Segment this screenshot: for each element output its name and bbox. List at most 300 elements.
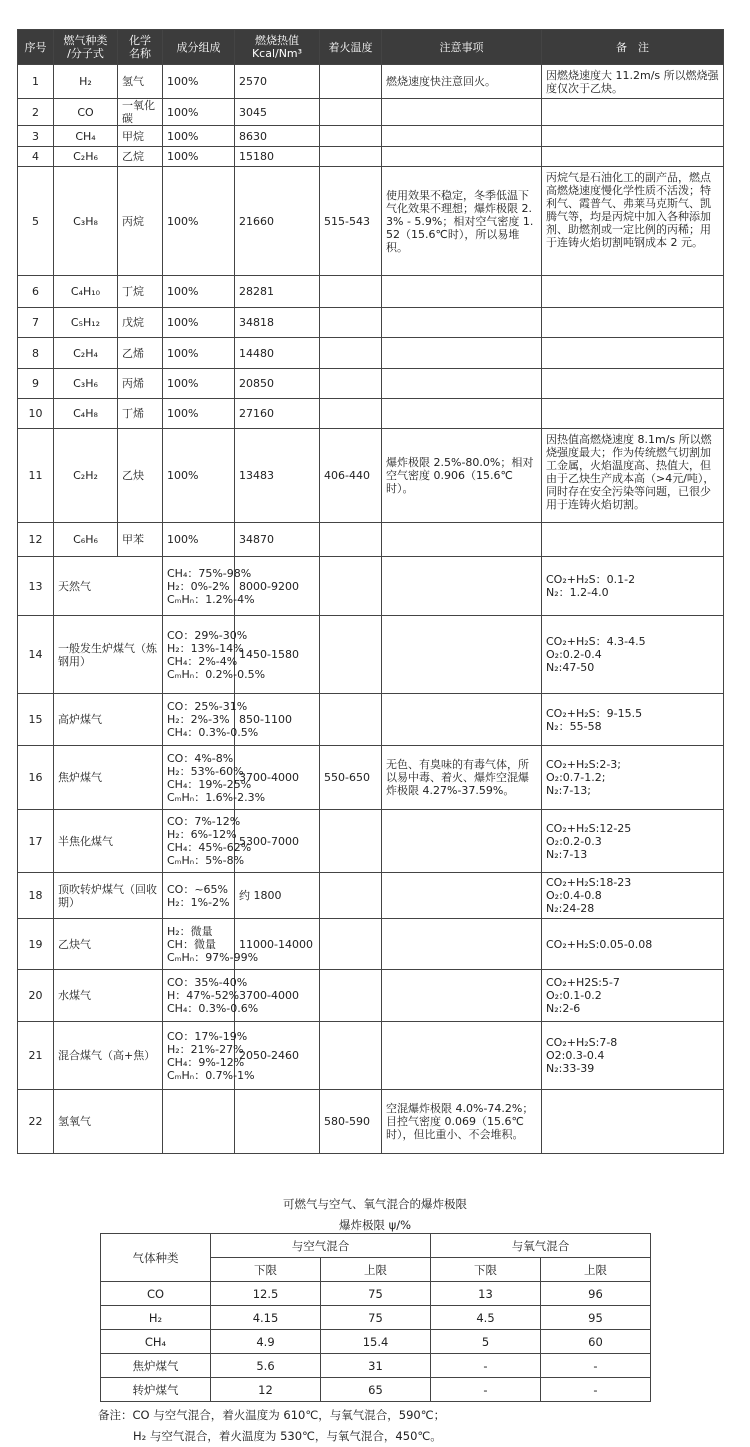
composition-cell: [163, 1022, 255, 1090]
header-composition: 成分组成: [163, 30, 235, 65]
composition-cell: [163, 147, 235, 167]
notes-cell: 空混爆炸极限 4.0%-74.2%；目控气密度 0.069（15.6℃时），但比重小、不会堆积。: [382, 1090, 542, 1154]
gas-table-body: [18, 65, 724, 1154]
heat-value-cell: [235, 1090, 320, 1154]
notes-cell: [382, 694, 542, 746]
remarks-cell: [542, 167, 724, 276]
table-row: [18, 147, 724, 167]
header-remarks: 备 注: [542, 30, 724, 65]
ignition-temp-cell: [320, 276, 382, 308]
chem-name-cell: 氢气: [118, 65, 163, 99]
row-index: 14: [18, 616, 54, 694]
heat-value-cell: 20850: [235, 369, 320, 399]
remarks-line: CO₂+H₂S:2-3;: [546, 758, 622, 771]
heat-value-cell: 11000-14000: [235, 919, 320, 970]
ignition-temp-cell: 580-590: [320, 1090, 382, 1154]
remarks-cell: [542, 276, 724, 308]
composition-line: CO：29%-30%: [167, 628, 248, 642]
notes-cell: 燃烧速度快注意回火。: [382, 65, 542, 99]
chem-name-cell: 乙炔: [118, 429, 163, 523]
ignition-temp-cell: [320, 338, 382, 369]
explosion-table-title: 可燃气与空气、氧气混合的爆炸极限: [283, 1197, 467, 1211]
explosion-air-upper: 75: [321, 1306, 431, 1330]
row-index: 21: [18, 1022, 54, 1090]
explosion-air-upper: 15.4: [321, 1330, 431, 1354]
explosion-air-upper: 31: [321, 1354, 431, 1378]
notes-cell: [382, 147, 542, 167]
table-row: [18, 970, 724, 1022]
gas-type-cell: 焦炉煤气: [54, 746, 163, 810]
table-row: [18, 276, 724, 308]
notes-cell: [382, 616, 542, 694]
composition-line: CO：7%-12%: [167, 815, 241, 828]
table-header-row: [18, 30, 724, 65]
formula-cell: H₂: [54, 65, 118, 99]
header-chem-name: 化学 名称: [118, 30, 163, 65]
remarks-cell: [542, 919, 724, 970]
header-heat-value: 燃烧热值 Kcal/Nm³: [235, 30, 320, 65]
remarks-cell: [542, 99, 724, 126]
composition-line: CₘHₙ：5%-8%: [167, 854, 245, 867]
explosion-header-gas: 气体种类: [101, 1234, 211, 1282]
gas-type-cell: 乙炔气: [54, 919, 163, 970]
composition-line: CₘHₙ：1.2%-4%: [167, 592, 255, 606]
ignition-temp-cell: [320, 399, 382, 429]
remarks-line: CO₂+H₂S：9-15.5: [546, 706, 643, 720]
explosion-note-line-1: 备注：CO 与空气混合，着火温度为 610℃，与氧气混合，590℃；: [98, 1408, 446, 1422]
remarks-cell: [542, 126, 724, 147]
remarks-line: 丙烷气是石油化工的副产品，燃点高燃烧速度慢化学性质不活泼；特利气、霞普气、弗莱马克斯气、凯腾气等，均是丙烷中加入各种添加剂、助燃剂或一定比例的丙稀；用于连铸火焰切割吨钢成本 2 元。: [546, 171, 711, 249]
table-row: [18, 523, 724, 557]
explosion-note-line-2: H₂ 与空气混合，着火温度为 530℃，与氧气混合，450℃。: [133, 1429, 442, 1443]
explosion-air-lower: 5.6: [211, 1354, 321, 1378]
formula-cell: C₅H₁₂: [54, 308, 118, 338]
notes-cell: [382, 308, 542, 338]
explosion-row: [101, 1330, 651, 1354]
composition-line: CH₄：45%-62%: [167, 841, 252, 854]
notes-cell: [382, 126, 542, 147]
gas-type-cell: 水煤气: [54, 970, 163, 1022]
explosion-oxygen-upper: -: [541, 1354, 651, 1378]
remarks-line: CO₂+H2S:5-7: [546, 976, 620, 989]
remarks-line: O₂:0.2-0.3: [546, 834, 602, 848]
composition-line: 100%: [167, 285, 199, 298]
composition-line: CH₄：19%-25%: [167, 777, 252, 791]
remarks-cell: [542, 1022, 724, 1090]
composition-line: 100%: [167, 105, 199, 119]
header-notes: 注意事项: [382, 30, 542, 65]
explosion-header-oxygen: 与氧气混合: [431, 1234, 651, 1258]
heat-value-cell: 34818: [235, 308, 320, 338]
composition-cell: [163, 399, 235, 429]
explosion-header-air-lower: 下限: [211, 1258, 321, 1282]
remarks-line: O₂:0.4-0.8: [546, 889, 602, 902]
explosion-header-air-upper: 上限: [321, 1258, 431, 1282]
remarks-cell: [542, 694, 724, 746]
remarks-line: N₂：55-58: [546, 719, 602, 733]
composition-line: 100%: [167, 214, 199, 228]
notes-cell: [382, 99, 542, 126]
table-row: [18, 616, 724, 694]
table-row: [18, 557, 724, 616]
header-ignition-temp: 着火温度: [320, 30, 382, 65]
explosion-air-lower: 4.15: [211, 1306, 321, 1330]
row-index: 18: [18, 873, 54, 919]
remarks-line: CO₂+H₂S：4.3-4.5: [546, 635, 646, 648]
explosion-header-row: [101, 1234, 651, 1258]
heat-value-cell: 15180: [235, 147, 320, 167]
ignition-temp-cell: [320, 1022, 382, 1090]
ignition-temp-cell: [320, 873, 382, 919]
composition-line: 100%: [167, 150, 199, 163]
composition-cell: [163, 919, 259, 970]
composition-line: CH₄：0.3%-0.5%: [167, 726, 259, 739]
table-row: [18, 694, 724, 746]
remarks-cell: [542, 873, 724, 919]
composition-line: 100%: [167, 316, 199, 329]
chem-name-cell: 乙烷: [118, 147, 163, 167]
formula-cell: CH₄: [54, 126, 118, 147]
remarks-line: O₂:0.1-0.2: [546, 989, 602, 1002]
remarks-line: CO₂+H₂S:0.05-0.08: [546, 937, 653, 951]
notes-cell: [382, 369, 542, 399]
heat-value-cell: 28281: [235, 276, 320, 308]
composition-line: CO：35%-40%: [167, 976, 248, 989]
composition-line: 100%: [167, 75, 199, 88]
chem-name-cell: 丙烷: [118, 167, 163, 276]
composition-line: CₘHₙ：97%-99%: [167, 950, 259, 964]
composition-cell: [163, 873, 235, 919]
row-index: 11: [18, 429, 54, 523]
heat-value-cell: 5300-7000: [235, 810, 320, 873]
composition-cell: [163, 99, 235, 126]
row-index: 10: [18, 399, 54, 429]
ignition-temp-cell: [320, 99, 382, 126]
composition-cell: [163, 810, 252, 873]
composition-line: H₂：53%-60%: [167, 764, 244, 778]
composition-cell: [163, 276, 235, 308]
explosion-limits-table: [100, 1233, 651, 1402]
gas-type-cell: 顶吹转炉煤气（回收期）: [54, 873, 163, 919]
heat-value-cell: 21660: [235, 167, 320, 276]
remarks-cell: [542, 308, 724, 338]
remarks-line: CO₂+H₂S:12-25: [546, 821, 632, 835]
remarks-line: N₂:7-13;: [546, 784, 592, 797]
ignition-temp-cell: [320, 523, 382, 557]
explosion-notes: [98, 1405, 445, 1447]
heat-value-cell: 850-1100: [235, 694, 320, 746]
remarks-line: 因燃烧速度大 11.2m/s 所以燃烧强度仅次于乙炔。: [546, 68, 719, 95]
gas-type-cell: 半焦化煤气: [54, 810, 163, 873]
explosion-table-body: [101, 1282, 651, 1402]
row-index: 16: [18, 746, 54, 810]
explosion-gas-cell: 转炉煤气: [101, 1378, 211, 1402]
explosion-air-upper: 75: [321, 1282, 431, 1306]
remarks-line: CO₂+H₂S:18-23: [546, 876, 632, 889]
heat-value-cell: 2570: [235, 65, 320, 99]
table-row: [18, 126, 724, 147]
composition-line: CₘHₙ：1.6%-2.3%: [167, 790, 266, 804]
remarks-cell: [542, 616, 724, 694]
explosion-header-air: 与空气混合: [211, 1234, 431, 1258]
chem-name-cell: 丁烷: [118, 276, 163, 308]
ignition-temp-cell: [320, 970, 382, 1022]
formula-cell: C₃H₈: [54, 167, 118, 276]
table-row: [18, 429, 724, 523]
notes-cell: [382, 1022, 542, 1090]
composition-cell: [163, 1090, 235, 1154]
explosion-row: [101, 1306, 651, 1330]
formula-cell: CO: [54, 99, 118, 126]
composition-cell: [163, 65, 235, 99]
row-index: 15: [18, 694, 54, 746]
ignition-temp-cell: [320, 147, 382, 167]
heat-value-cell: 1450-1580: [235, 616, 320, 694]
row-index: 1: [18, 65, 54, 99]
composition-line: CO：25%-31%: [167, 700, 248, 713]
composition-cell: [163, 746, 266, 810]
composition-line: CH₄：2%-4%: [167, 654, 238, 668]
explosion-oxygen-lower: 13: [431, 1282, 541, 1306]
composition-line: H₂：0%-2%: [167, 579, 230, 593]
chem-name-cell: 戊烷: [118, 308, 163, 338]
row-index: 7: [18, 308, 54, 338]
explosion-air-lower: 12: [211, 1378, 321, 1402]
composition-line: 100%: [167, 129, 199, 143]
ignition-temp-cell: [320, 919, 382, 970]
composition-line: 100%: [167, 346, 199, 360]
formula-cell: C₆H₆: [54, 523, 118, 557]
composition-cell: [163, 970, 259, 1022]
header-index: 序号: [18, 30, 54, 65]
chem-name-cell: 乙烯: [118, 338, 163, 369]
composition-line: H：47%-52%: [167, 989, 240, 1002]
composition-line: 100%: [167, 407, 199, 420]
remarks-line: N₂:33-39: [546, 1062, 595, 1075]
remarks-line: O₂:0.2-0.4: [546, 648, 602, 661]
remarks-cell: [542, 338, 724, 369]
row-index: 2: [18, 99, 54, 126]
row-index: 20: [18, 970, 54, 1022]
table-row: [18, 65, 724, 99]
composition-line: CH：微量: [167, 937, 216, 951]
heat-value-cell: 3045: [235, 99, 320, 126]
remarks-line: O2:0.3-0.4: [546, 1049, 605, 1062]
formula-cell: C₂H₂: [54, 429, 118, 523]
heat-value-cell: 约 1800: [235, 873, 320, 919]
explosion-oxygen-lower: -: [431, 1354, 541, 1378]
ignition-temp-cell: 550-650: [320, 746, 382, 810]
explosion-gas-cell: CH₄: [101, 1330, 211, 1354]
row-index: 19: [18, 919, 54, 970]
explosion-table-subtitle: 爆炸极限 ψ/%: [338, 1218, 412, 1232]
composition-line: 100%: [167, 533, 199, 546]
chem-name-cell: 甲苯: [118, 523, 163, 557]
heat-value-cell: 3700-4000: [235, 970, 320, 1022]
ignition-temp-cell: [320, 126, 382, 147]
heat-value-cell: 8000-9200: [235, 557, 320, 616]
remarks-cell: [542, 399, 724, 429]
composition-line: H₂：1%-2%: [167, 895, 230, 909]
explosion-header-oxygen-lower: 下限: [431, 1258, 541, 1282]
notes-cell: [382, 276, 542, 308]
remarks-cell: [542, 810, 724, 873]
remarks-cell: [542, 557, 724, 616]
gas-type-cell: 氢氧气: [54, 1090, 163, 1154]
composition-cell: [163, 338, 235, 369]
notes-cell: [382, 970, 542, 1022]
composition-cell: [163, 557, 255, 616]
remarks-line: N₂:2-6: [546, 1002, 581, 1015]
chem-name-cell: 丙烯: [118, 369, 163, 399]
notes-cell: 无色、有臭味的有毒气体，所以易中毒、着火、爆炸空混爆炸极限 4.27%-37.59%。: [382, 746, 542, 810]
explosion-oxygen-lower: 4.5: [431, 1306, 541, 1330]
composition-cell: [163, 369, 235, 399]
composition-cell: [163, 308, 235, 338]
ignition-temp-cell: 406-440: [320, 429, 382, 523]
gas-type-cell: 混合煤气（高+焦）: [54, 1022, 163, 1090]
composition-line: CH₄：9%-12%: [167, 1055, 245, 1069]
remarks-cell: [542, 523, 724, 557]
table-row: [18, 369, 724, 399]
table-row: [18, 810, 724, 873]
remarks-line: O₂:0.7-1.2;: [546, 771, 606, 784]
row-index: 17: [18, 810, 54, 873]
remarks-line: N₂:47-50: [546, 661, 595, 674]
explosion-oxygen-upper: -: [541, 1378, 651, 1402]
formula-cell: C₂H₄: [54, 338, 118, 369]
composition-cell: [163, 126, 235, 147]
remarks-cell: [542, 746, 724, 810]
formula-cell: C₄H₁₀: [54, 276, 118, 308]
explosion-air-lower: 4.9: [211, 1330, 321, 1354]
remarks-line: 因热值高燃烧速度 8.1m/s 所以燃烧强度最大；作为传统燃气切割加工金属，火焰温度高、热值大，但由于乙炔生产成本高（>4元/吨），同时存在安全污染等问题，已很少用于连铸火焰切割。: [546, 433, 715, 511]
explosion-oxygen-upper: 96: [541, 1282, 651, 1306]
row-index: 4: [18, 147, 54, 167]
notes-cell: [382, 810, 542, 873]
heat-value-cell: 8630: [235, 126, 320, 147]
explosion-oxygen-lower: 5: [431, 1330, 541, 1354]
explosion-header-oxygen-upper: 上限: [541, 1258, 651, 1282]
composition-line: CₘHₙ：0.2%-0.5%: [167, 667, 266, 681]
ignition-temp-cell: [320, 810, 382, 873]
row-index: 6: [18, 276, 54, 308]
row-index: 12: [18, 523, 54, 557]
heat-value-cell: 2050-2460: [235, 1022, 320, 1090]
header-gas-type: 燃气种类 /分子式: [54, 30, 118, 65]
ignition-temp-cell: [320, 369, 382, 399]
ignition-temp-cell: [320, 308, 382, 338]
notes-cell: 爆炸极限 2.5%-80.0%；相对空气密度 0.906（15.6℃时）。: [382, 429, 542, 523]
row-index: 5: [18, 167, 54, 276]
notes-cell: [382, 557, 542, 616]
remarks-line: CO₂+H₂S：0.1-2: [546, 573, 636, 586]
composition-cell: [163, 616, 266, 694]
composition-line: CO：17%-19%: [167, 1029, 248, 1043]
chem-name-cell: 一氧化碳: [118, 99, 163, 126]
remarks-cell: [542, 65, 724, 99]
ignition-temp-cell: [320, 557, 382, 616]
explosion-gas-cell: H₂: [101, 1306, 211, 1330]
gas-type-cell: 高炉煤气: [54, 694, 163, 746]
notes-cell: [382, 919, 542, 970]
row-index: 13: [18, 557, 54, 616]
table-row: [18, 167, 724, 276]
table-row: [18, 399, 724, 429]
chem-name-cell: 甲烷: [118, 126, 163, 147]
ignition-temp-cell: [320, 65, 382, 99]
table-row: [18, 1022, 724, 1090]
remarks-cell: [542, 970, 724, 1022]
formula-cell: C₂H₆: [54, 147, 118, 167]
explosion-gas-cell: 焦炉煤气: [101, 1354, 211, 1378]
gas-properties-table: [17, 29, 724, 1154]
heat-value-cell: 34870: [235, 523, 320, 557]
table-row: [18, 338, 724, 369]
ignition-temp-cell: [320, 694, 382, 746]
explosion-oxygen-upper: 60: [541, 1330, 651, 1354]
remarks-line: N₂：1.2-4.0: [546, 586, 609, 599]
table-row: [18, 873, 724, 919]
remarks-cell: [542, 369, 724, 399]
composition-line: H₂：21%-27%: [167, 1042, 244, 1056]
composition-line: 100%: [167, 377, 199, 390]
notes-cell: [382, 338, 542, 369]
composition-cell: [163, 523, 235, 557]
composition-cell: [163, 694, 259, 746]
explosion-row: [101, 1378, 651, 1402]
composition-line: 100%: [167, 469, 199, 482]
composition-line: CO：~65%: [167, 882, 229, 896]
remarks-line: N₂:24-28: [546, 902, 595, 915]
formula-cell: C₄H₈: [54, 399, 118, 429]
gas-type-cell: 天然气: [54, 557, 163, 616]
composition-line: H₂：13%-14%: [167, 641, 244, 655]
row-index: 3: [18, 126, 54, 147]
remarks-line: CO₂+H₂S:7-8: [546, 1036, 618, 1049]
remarks-cell: [542, 1090, 724, 1154]
table-row: [18, 308, 724, 338]
notes-cell: [382, 873, 542, 919]
table-row: [18, 99, 724, 126]
remarks-cell: [542, 429, 724, 523]
notes-cell: 使用效果不稳定，冬季低温下气化效果不理想；爆炸极限 2.3% - 5.9%；相对空气密度 1.52（15.6℃时），所以易堆积。: [382, 167, 542, 276]
gas-type-cell: 一般发生炉煤气（炼钢用）: [54, 616, 163, 694]
row-index: 22: [18, 1090, 54, 1154]
heat-value-cell: 14480: [235, 338, 320, 369]
composition-line: H₂：6%-12%: [167, 828, 237, 841]
composition-line: H₂：微量: [167, 924, 213, 938]
explosion-oxygen-upper: 95: [541, 1306, 651, 1330]
explosion-gas-cell: CO: [101, 1282, 211, 1306]
explosion-row: [101, 1354, 651, 1378]
ignition-temp-cell: 515-543: [320, 167, 382, 276]
formula-cell: C₃H₆: [54, 369, 118, 399]
notes-cell: [382, 399, 542, 429]
explosion-row: [101, 1282, 651, 1306]
table-row: [18, 919, 724, 970]
composition-line: CₘHₙ：0.7%-1%: [167, 1068, 255, 1082]
heat-value-cell: 13483: [235, 429, 320, 523]
remarks-cell: [542, 147, 724, 167]
chem-name-cell: 丁烯: [118, 399, 163, 429]
composition-line: H₂：2%-3%: [167, 713, 230, 726]
explosion-air-lower: 12.5: [211, 1282, 321, 1306]
explosion-oxygen-lower: -: [431, 1378, 541, 1402]
heat-value-cell: 27160: [235, 399, 320, 429]
composition-line: CH₄：75%-98%: [167, 566, 252, 580]
ignition-temp-cell: [320, 616, 382, 694]
